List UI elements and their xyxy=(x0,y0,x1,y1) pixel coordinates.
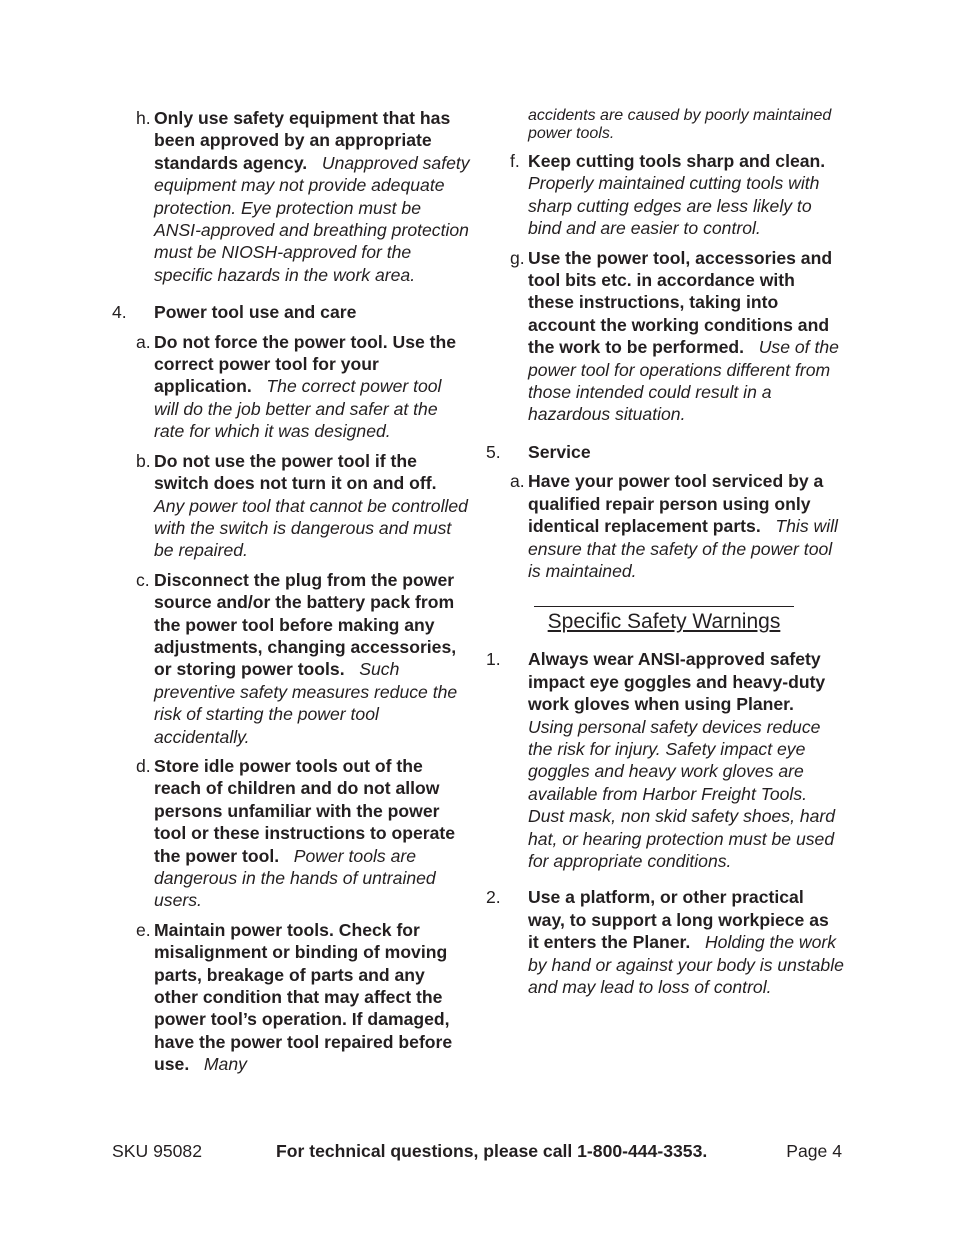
item-explanation: Properly maintained cutting tools with sharp cutting edges are less likely to bind and are easier to control. xyxy=(528,151,835,239)
item-explanation: Unapproved safety equipment may not provide adequate protection. Eye protection must be ANSI-approved and breathing protection must be NIOSH-approved for the specific hazards in the work area. xyxy=(154,152,470,285)
section-number: 4. xyxy=(112,302,127,323)
item-instruction: Disconnect the plug from the power source and/or the battery pack from the power tool before making any adjustments, changing accessories, or storing power tools. xyxy=(154,569,457,680)
warning-explanation: Holding the work by hand or against your body is unstable and may lead to loss of control. xyxy=(528,932,844,997)
item-instruction: Do not force the power tool. Use the correct power tool for your application. xyxy=(154,331,457,397)
heading-text: Specific Safety Warnings xyxy=(547,610,781,634)
item-explanation: Such preventive safety measures reduce the risk of starting the power tool accidentally. xyxy=(154,659,458,747)
item-g xyxy=(484,247,844,426)
item-explanation: Any power tool that cannot be controlled with the switch is dangerous and must be repaired. xyxy=(154,473,468,561)
item-instruction: Only use safety equipment that has been approved by an appropriate standards agency. xyxy=(154,108,451,173)
sku-label: SKU 95082 xyxy=(112,1141,202,1161)
item-service-a xyxy=(484,470,844,582)
item-e xyxy=(110,919,470,1076)
section-heading-5 xyxy=(484,441,844,463)
warning-instruction: Always wear ANSI-approved safety impact eye goggles and heavy-duty work gloves when using Planer. xyxy=(528,649,826,715)
section-title: Power tool use and care xyxy=(154,302,357,323)
item-d xyxy=(110,755,470,912)
item-letter: a. xyxy=(510,471,525,492)
item-explanation: The correct power tool will do the job better and safer at the rate for which it was designed. xyxy=(154,376,442,442)
warning-2 xyxy=(484,886,844,998)
item-letter: g. xyxy=(510,247,525,268)
item-explanation: Use of the power tool for operations different from those intended could result in a hazardous situation. xyxy=(528,337,839,425)
item-instruction: Store idle power tools out of the reach of children and do not allow persons unfamiliar with the power tool or these instructions to operate the power tool. xyxy=(154,755,456,866)
item-instruction: Do not use the power tool if the switch does not turn it on and off. xyxy=(154,450,437,494)
warning-number: 1. xyxy=(486,649,501,670)
item-c xyxy=(110,569,470,748)
item-instruction: Have your power tool serviced by a qualified repair person using only identical replacement parts. xyxy=(528,471,824,537)
item-explanation: Many xyxy=(194,1054,247,1075)
specific-safety-warnings-heading xyxy=(534,606,794,634)
item-f xyxy=(484,150,844,240)
item-explanation: Power tools are dangerous in the hands of untrained users. xyxy=(154,845,436,911)
section-number: 5. xyxy=(486,441,501,462)
item-instruction: Maintain power tools. Check for misalignment or binding of moving parts, breakage of parts and any other condition that may affect the power tool’s operation. If damaged, have the power tool repaired before use. xyxy=(154,919,453,1075)
tech-support-line: For technical questions, please call 1-800-444-3353. xyxy=(276,1141,708,1161)
page-number: Page 4 xyxy=(786,1141,842,1161)
item-explanation: This will ensure that the safety of the power tool is maintained. xyxy=(528,516,838,581)
item-a xyxy=(110,331,470,443)
left-column xyxy=(110,107,470,1083)
warning-number: 2. xyxy=(486,887,501,908)
warning-instruction: Use a platform, or other practical way, to support a long workpiece as it enters the Planer. xyxy=(528,887,829,953)
item-letter: a. xyxy=(136,331,151,352)
item-e-continued: accidents are caused by poorly maintained power tools. xyxy=(528,107,832,142)
right-column xyxy=(484,107,844,1012)
item-letter: h. xyxy=(136,108,151,128)
item-b xyxy=(110,450,470,562)
warning-1 xyxy=(484,648,844,872)
item-h xyxy=(110,107,470,286)
item-letter: b. xyxy=(136,450,151,471)
section-title: Service xyxy=(528,441,591,462)
item-letter: e. xyxy=(136,919,151,940)
item-instruction: Use the power tool, accessories and tool bits etc. in accordance with these instructions, taking into account the working conditions and the work to be performed. xyxy=(528,247,833,358)
item-letter: f. xyxy=(510,151,520,171)
section-heading-4 xyxy=(110,301,470,323)
item-letter: c. xyxy=(136,569,150,590)
warning-explanation: Using personal safety devices reduce the risk for injury. Safety impact eye goggles and heavy work gloves are available from Harbor Freight Tools. Dust mask, non skid safety shoes, hard hat, or hearing protection must be used for appropriate conditions. xyxy=(528,694,836,871)
item-instruction: Keep cutting tools sharp and clean. xyxy=(528,151,826,171)
item-letter: d. xyxy=(136,755,151,776)
